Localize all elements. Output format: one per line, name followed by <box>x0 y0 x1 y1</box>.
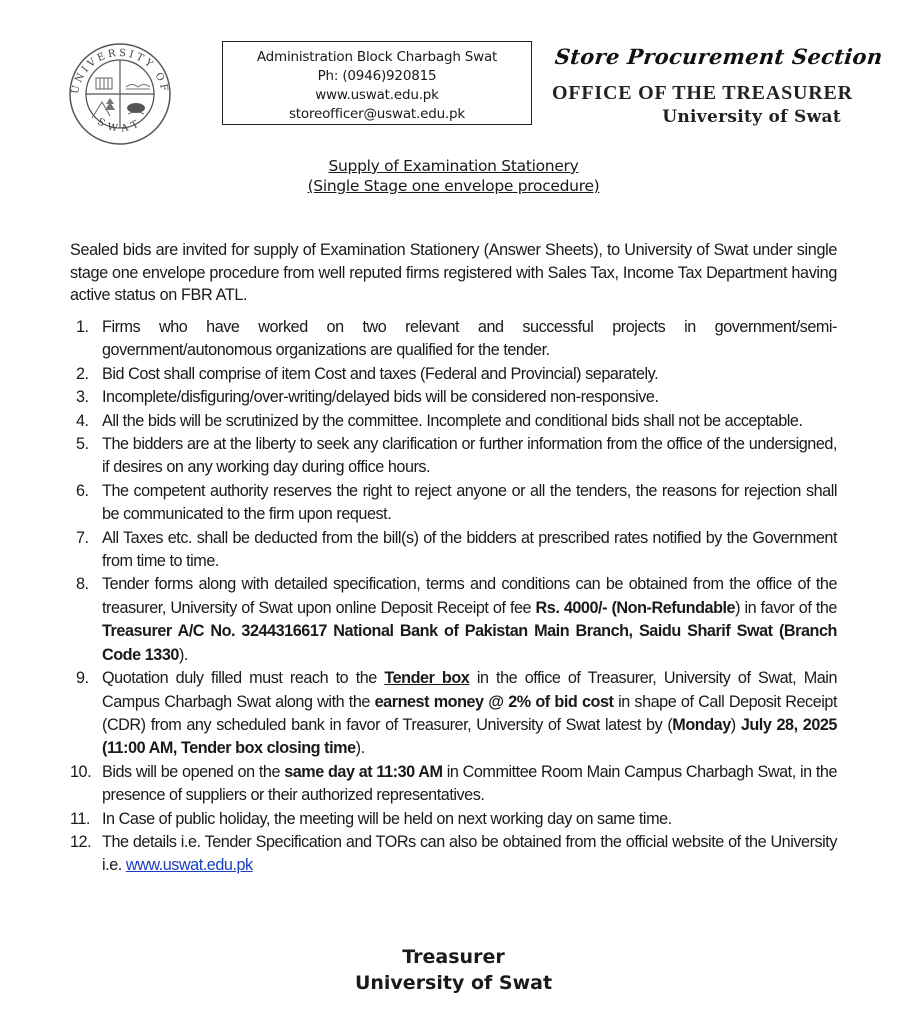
list-item <box>70 808 837 831</box>
list-item <box>70 761 837 808</box>
deadline-day: Monday <box>672 715 731 734</box>
non-refundable-label: (Non-Refundable <box>611 598 736 617</box>
list-item <box>70 363 837 386</box>
item-text: in Committee Room Main Campus Charbagh Swat, in the presence of suppliers or their authorized representatives. <box>102 762 837 805</box>
item-text: The details i.e. Tender Specification and TORs can also be obtained from the official website of the University i.e. <box>102 832 837 875</box>
deadline-date: July 28, 2025 (11:00 AM, Tender box closing time <box>102 715 837 758</box>
svg-text:SWAT: SWAT <box>95 116 145 136</box>
item-number: 2. <box>76 364 89 383</box>
item-number: 7. <box>76 528 89 547</box>
document-subtitle: (Single Stage one envelope procedure) <box>307 177 600 195</box>
item-text: Tender forms along with detailed specification, terms and conditions can be obtained from the office of the treasurer, University of Swat upon online Deposit Receipt of fee <box>102 575 837 617</box>
list-item <box>70 316 837 363</box>
list-item <box>70 410 837 433</box>
earnest-money-label: earnest money @ 2% of bid cost <box>374 692 614 711</box>
item-text: All the bids will be scrutinized by the committee. Incomplete and conditional bids shall not be acceptable. <box>102 411 803 430</box>
item-text: Bid Cost shall comprise of item Cost and taxes (Federal and Provincial) separately. <box>102 364 659 383</box>
list-item <box>70 831 837 878</box>
phone-text: Ph: (0946)920815 <box>317 68 437 84</box>
conditions-list <box>70 316 837 878</box>
item-number: 12. <box>70 832 92 851</box>
item-text: ). <box>355 739 365 758</box>
section-title: Store Procurement Section <box>553 44 884 69</box>
item-number: 5. <box>76 435 89 454</box>
list-item <box>70 386 837 409</box>
item-text: Incomplete/disfiguring/over-writing/delayed bids will be considered non-responsive. <box>102 388 659 407</box>
website-link[interactable]: www.uswat.edu.pk <box>125 856 253 875</box>
website-text: www.uswat.edu.pk <box>315 87 439 103</box>
document-title: Supply of Examination Stationery <box>328 157 579 175</box>
item-number: 3. <box>76 388 89 407</box>
contact-info-box <box>222 41 532 125</box>
item-text: ) in favor of the <box>735 598 837 617</box>
signatory-organization: University of Swat <box>354 972 553 994</box>
address-text: Administration Block Charbagh Swat <box>256 49 498 65</box>
item-text: Bids will be opened on the <box>102 762 285 781</box>
item-text: Firms who have worked on two relevant and successful projects in government/semi-government/autonomous organizations are qualified for the tender. <box>102 318 837 360</box>
item-number: 8. <box>76 575 89 594</box>
email-text: storeofficer@uswat.edu.pk <box>288 106 466 122</box>
list-item <box>70 667 837 761</box>
university-title: University of Swat <box>662 107 841 127</box>
item-text: The competent authority reserves the right to reject anyone or all the tenders, the reasons for rejection shall be communicated to the firm upon request. <box>102 481 837 524</box>
list-item <box>70 433 837 480</box>
item-text: in the office of Treasurer, University of Swat, Main Campus Charbagh Swat along with the <box>102 669 837 711</box>
list-item <box>70 527 837 574</box>
signatory-title: Treasurer <box>402 946 505 968</box>
svg-text:UNIVERSITY OF: UNIVERSITY OF <box>69 47 170 96</box>
tender-box-label: Tender box <box>384 669 470 688</box>
branch-code: (Branch Code 1330 <box>102 622 837 664</box>
item-number: 4. <box>76 411 89 430</box>
item-number: 9. <box>76 669 89 688</box>
item-text: In Case of public holiday, the meeting will be held on next working day on same time. <box>102 809 672 828</box>
item-text: ) <box>730 715 741 734</box>
item-text: ). <box>178 645 188 664</box>
university-seal-icon <box>66 40 174 148</box>
item-text: The bidders are at the liberty to seek any clarification or further information from the office of the undersigned, if desires on any working day during office hours. <box>102 435 837 477</box>
opening-time: same day at 11:30 AM <box>284 762 443 781</box>
bank-account-details: Treasurer A/C No. 3244316617 National Bank of Pakistan Main Branch, Saidu Sharif Swat <box>102 622 773 641</box>
list-item <box>70 573 837 667</box>
item-text: All Taxes etc. shall be deducted from the bill(s) of the bidders at prescribed rates notified by the Government from time to time. <box>102 528 837 571</box>
item-number: 6. <box>76 481 89 500</box>
item-text: in shape of Call Deposit Receipt (CDR) from any scheduled bank in favor of Treasurer, University of Swat latest by ( <box>102 692 837 734</box>
intro-paragraph: Sealed bids are invited for supply of Examination Stationery (Answer Sheets), to University of Swat under single stage one envelope procedure from well reputed firms registered with Sales Tax, Income Tax Department having active status on FBR ATL. <box>70 241 837 305</box>
office-title: OFFICE OF THE TREASURER <box>552 82 853 104</box>
list-item <box>70 480 837 527</box>
item-text: Quotation duly filled must reach to the <box>102 669 385 688</box>
item-number: 10. <box>70 762 92 781</box>
item-number: 1. <box>76 318 89 336</box>
fee-amount: Rs. 4000/- <box>535 598 608 617</box>
item-number: 11. <box>70 809 90 828</box>
